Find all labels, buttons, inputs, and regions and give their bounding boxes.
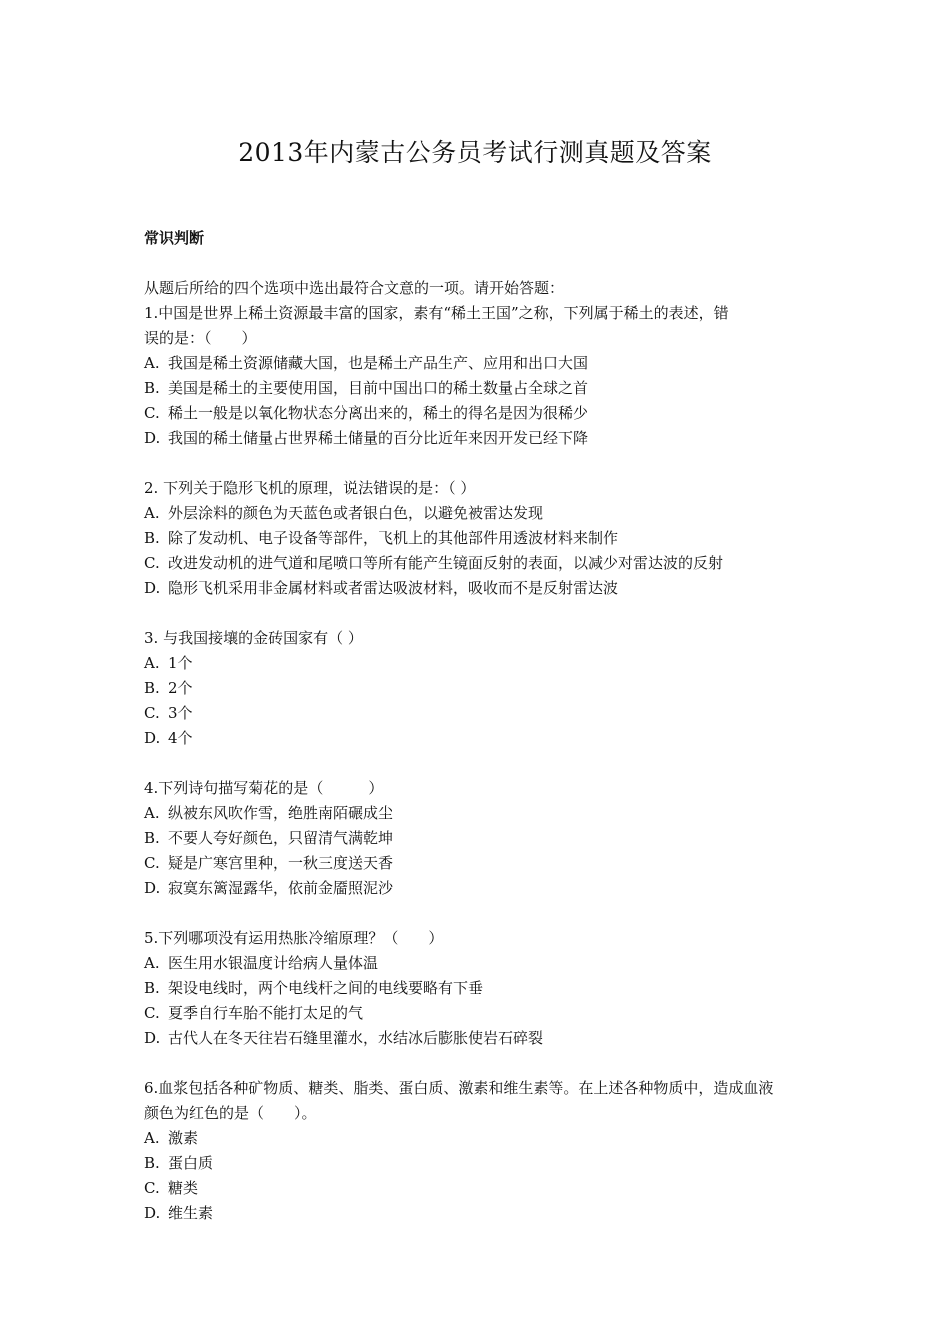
option-letter: A.	[144, 1129, 160, 1147]
answer-option	[144, 976, 814, 1001]
option-text: 改进发动机的进气道和尾喷口等所有能产生镜面反射的表面，以减少对雷达波的反射	[168, 554, 724, 572]
option-letter: A.	[144, 354, 160, 372]
option-text: 糖类	[168, 1179, 199, 1197]
question-stem: 4.下列诗句描写菊花的是（ ）	[144, 779, 384, 797]
question-stem: 1.中国是世界上稀土资源最丰富的国家，素有“稀土王国”之称，下列属于稀土的表述，错	[144, 304, 729, 322]
option-text: 4个	[168, 729, 193, 747]
option-text: 隐形飞机采用非金属材料或者雷达吸波材料，吸收而不是反射雷达波	[168, 579, 619, 597]
option-text: 我国是稀土资源储藏大国，也是稀土产品生产、应用和出口大国	[168, 354, 589, 372]
option-text: 纵被东风吹作雪，绝胜南陌碾成尘	[168, 804, 394, 822]
answer-option	[144, 1001, 814, 1026]
option-text: 架设电线时，两个电线杆之间的电线要略有下垂	[168, 979, 484, 997]
option-letter: D.	[144, 1204, 161, 1222]
option-letter: D.	[144, 1029, 161, 1047]
answer-option	[144, 551, 814, 576]
option-letter: A.	[144, 804, 160, 822]
answer-option	[144, 401, 814, 426]
answer-option	[144, 501, 814, 526]
answer-option	[144, 1201, 814, 1226]
option-letter: C.	[144, 404, 160, 422]
answer-option	[144, 951, 814, 976]
option-letter: C.	[144, 1179, 160, 1197]
question-3	[144, 626, 814, 751]
option-letter: B.	[144, 829, 160, 847]
option-text: 维生素	[168, 1204, 214, 1222]
option-text: 医生用水银温度计给病人量体温	[168, 954, 379, 972]
option-text: 寂寞东篱湿露华，依前金靥照泥沙	[168, 879, 394, 897]
question-stem: 6.血浆包括各种矿物质、糖类、脂类、蛋白质、激素和维生素等。在上述各种物质中，造成血液	[144, 1079, 774, 1097]
option-letter: B.	[144, 979, 160, 997]
answer-option	[144, 576, 814, 601]
option-letter: B.	[144, 679, 160, 697]
option-text: 3个	[168, 704, 193, 722]
page-title: 2013年内蒙古公务员考试行测真题及答案	[238, 138, 712, 167]
answer-option	[144, 826, 814, 851]
answer-option	[144, 1151, 814, 1176]
option-letter: C.	[144, 704, 160, 722]
option-text: 稀土一般是以氧化物状态分离出来的，稀土的得名是因为很稀少	[168, 404, 589, 422]
answer-option	[144, 526, 814, 551]
answer-option	[144, 1026, 814, 1051]
answer-option	[144, 876, 814, 901]
option-text: 除了发动机、电子设备等部件，飞机上的其他部件用透波材料来制作	[168, 529, 619, 547]
option-letter: B.	[144, 1154, 160, 1172]
answer-option	[144, 651, 814, 676]
option-letter: D.	[144, 729, 161, 747]
document-body	[144, 276, 814, 1226]
answer-option	[144, 1176, 814, 1201]
option-text: 2个	[168, 679, 193, 697]
question-stem: 2. 下列关于隐形飞机的原理，说法错误的是：（ ）	[144, 479, 476, 497]
option-letter: D.	[144, 879, 161, 897]
option-text: 激素	[168, 1129, 199, 1147]
answer-option	[144, 376, 814, 401]
question-6	[144, 1076, 814, 1226]
answer-option	[144, 426, 814, 451]
question-4	[144, 776, 814, 901]
question-2	[144, 476, 814, 601]
option-text: 外层涂料的颜色为天蓝色或者银白色，以避免被雷达发现	[168, 504, 544, 522]
option-text: 蛋白质	[168, 1154, 214, 1172]
option-letter: B.	[144, 379, 160, 397]
option-text: 古代人在冬天往岩石缝里灌水，水结冰后膨胀使岩石碎裂	[168, 1029, 544, 1047]
option-letter: A.	[144, 954, 160, 972]
question-stem: 3. 与我国接壤的金砖国家有（ ）	[144, 629, 363, 647]
option-text: 疑是广寒宫里种，一秋三度送天香	[168, 854, 394, 872]
option-letter: C.	[144, 854, 160, 872]
option-text: 1个	[168, 654, 193, 672]
option-text: 夏季自行车胎不能打太足的气	[168, 1004, 364, 1022]
question-stem: 误的是：（ ）	[144, 329, 257, 347]
answer-option	[144, 851, 814, 876]
instruction-text: 从题后所给的四个选项中选出最符合文意的一项。请开始答题：	[144, 279, 565, 297]
answer-option	[144, 1126, 814, 1151]
answer-option	[144, 801, 814, 826]
question-stem: 5.下列哪项没有运用热胀冷缩原理？（ ）	[144, 929, 444, 947]
answer-option	[144, 351, 814, 376]
option-text: 美国是稀土的主要使用国，目前中国出口的稀土数量占全球之首	[168, 379, 589, 397]
option-letter: B.	[144, 529, 160, 547]
question-stem: 颜色为红色的是（ ）。	[144, 1104, 317, 1122]
option-letter: C.	[144, 1004, 160, 1022]
option-letter: D.	[144, 579, 161, 597]
section-heading: 常识判断	[144, 229, 205, 247]
option-letter: D.	[144, 429, 161, 447]
option-letter: C.	[144, 554, 160, 572]
option-text: 我国的稀土储量占世界稀土储量的百分比近年来因开发已经下降	[168, 429, 589, 447]
question-5	[144, 926, 814, 1051]
option-text: 不要人夸好颜色，只留清气满乾坤	[168, 829, 394, 847]
question-1	[144, 301, 814, 451]
answer-option	[144, 701, 814, 726]
option-letter: A.	[144, 654, 160, 672]
answer-option	[144, 676, 814, 701]
answer-option	[144, 726, 814, 751]
question-list	[144, 301, 814, 1226]
option-letter: A.	[144, 504, 160, 522]
